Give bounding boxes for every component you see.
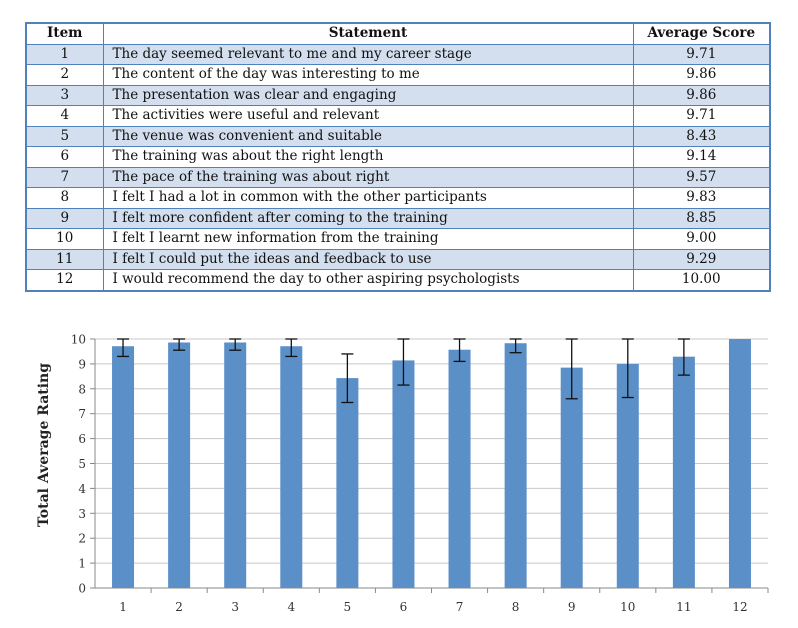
bar [224, 342, 246, 588]
table-header-row [26, 23, 770, 44]
x-tick-label: 1 [119, 600, 127, 614]
table-row [26, 249, 770, 270]
header-statement: Statement [103, 23, 633, 44]
table-row [26, 208, 770, 229]
cell-average-score: 9.29 [633, 249, 770, 270]
bar [168, 342, 190, 588]
x-tick-label: 3 [231, 600, 240, 614]
cell-statement: The day seemed relevant to me and my career stage [103, 44, 633, 65]
table-row [26, 188, 770, 209]
cell-item: 1 [26, 44, 103, 65]
cell-item: 10 [26, 229, 103, 250]
bar [336, 378, 358, 588]
bar [392, 360, 414, 588]
x-tick-label: 5 [343, 600, 352, 614]
bar [505, 343, 527, 588]
cell-average-score: 9.71 [633, 106, 770, 127]
table-row [26, 167, 770, 188]
table-row [26, 85, 770, 106]
x-tick-labels [119, 600, 747, 614]
cell-statement: The activities were useful and relevant [103, 106, 633, 127]
table-row [26, 229, 770, 250]
cell-average-score: 9.00 [633, 229, 770, 250]
table-body [26, 44, 770, 291]
cell-average-score: 9.83 [633, 188, 770, 209]
x-tick-label: 11 [676, 600, 692, 614]
table-row [26, 147, 770, 168]
y-axis-label: Total Average Rating [36, 362, 52, 528]
header-average-score: Average Score [633, 23, 770, 44]
cell-statement: I felt I learnt new information from the training [103, 229, 633, 250]
y-tick-label: 5 [78, 457, 86, 471]
header-item: Item [26, 23, 103, 44]
bar [729, 339, 751, 588]
x-tick-label: 8 [511, 600, 520, 614]
y-tick-labels [71, 333, 87, 596]
cell-average-score: 9.14 [633, 147, 770, 168]
x-tick-label: 6 [399, 600, 408, 614]
cell-item: 8 [26, 188, 103, 209]
bar [112, 346, 134, 588]
y-tick-label: 4 [78, 481, 86, 496]
x-tick-label: 2 [175, 600, 183, 614]
y-tick-label: 0 [78, 581, 86, 596]
cell-average-score: 10.00 [633, 270, 770, 291]
cell-item: 6 [26, 147, 103, 168]
bar [449, 350, 471, 588]
cell-item: 7 [26, 167, 103, 188]
table-row [26, 44, 770, 65]
y-tick-label: 7 [78, 407, 86, 422]
table-row [26, 126, 770, 147]
table-row [26, 270, 770, 291]
table-row [26, 106, 770, 127]
cell-item: 5 [26, 126, 103, 147]
y-tick-label: 1 [78, 556, 86, 571]
cell-statement: I felt more confident after coming to the training [103, 208, 633, 229]
cell-item: 11 [26, 249, 103, 270]
score-table [25, 22, 771, 292]
cell-item: 4 [26, 106, 103, 127]
cell-statement: The presentation was clear and engaging [103, 85, 633, 106]
cell-item: 2 [26, 65, 103, 86]
y-tick-label: 9 [78, 357, 86, 372]
y-tick-label: 2 [78, 531, 86, 546]
cell-average-score: 9.71 [633, 44, 770, 65]
cell-item: 12 [26, 270, 103, 291]
axes [90, 339, 768, 593]
cell-average-score: 9.86 [633, 85, 770, 106]
cell-item: 3 [26, 85, 103, 106]
cell-statement: The training was about the right length [103, 147, 633, 168]
table-row [26, 65, 770, 86]
cell-average-score: 8.43 [633, 126, 770, 147]
bar-chart [0, 320, 798, 628]
cell-item: 9 [26, 208, 103, 229]
cell-average-score: 9.57 [633, 167, 770, 188]
x-tick-label: 4 [287, 600, 296, 614]
cell-statement: The content of the day was interesting to me [103, 65, 633, 86]
cell-statement: The pace of the training was about right [103, 167, 633, 188]
x-tick-label: 12 [732, 600, 748, 614]
cell-average-score: 9.86 [633, 65, 770, 86]
y-tick-label: 6 [78, 432, 86, 447]
bar [673, 357, 695, 588]
y-tick-label: 8 [78, 382, 86, 397]
y-tick-label: 10 [70, 332, 86, 347]
bar [561, 368, 583, 588]
bar [280, 346, 302, 588]
y-tick-label: 3 [78, 506, 86, 521]
grid-lines [95, 339, 768, 563]
x-tick-label: 10 [620, 600, 636, 614]
x-tick-label: 9 [567, 600, 576, 614]
cell-statement: The venue was convenient and suitable [103, 126, 633, 147]
x-tick-label: 7 [455, 600, 464, 614]
cell-average-score: 8.85 [633, 208, 770, 229]
cell-statement: I felt I had a lot in common with the other participants [103, 188, 633, 209]
cell-statement: I felt I could put the ideas and feedback to use [103, 249, 633, 270]
cell-statement: I would recommend the day to other aspiring psychologists [103, 270, 633, 291]
